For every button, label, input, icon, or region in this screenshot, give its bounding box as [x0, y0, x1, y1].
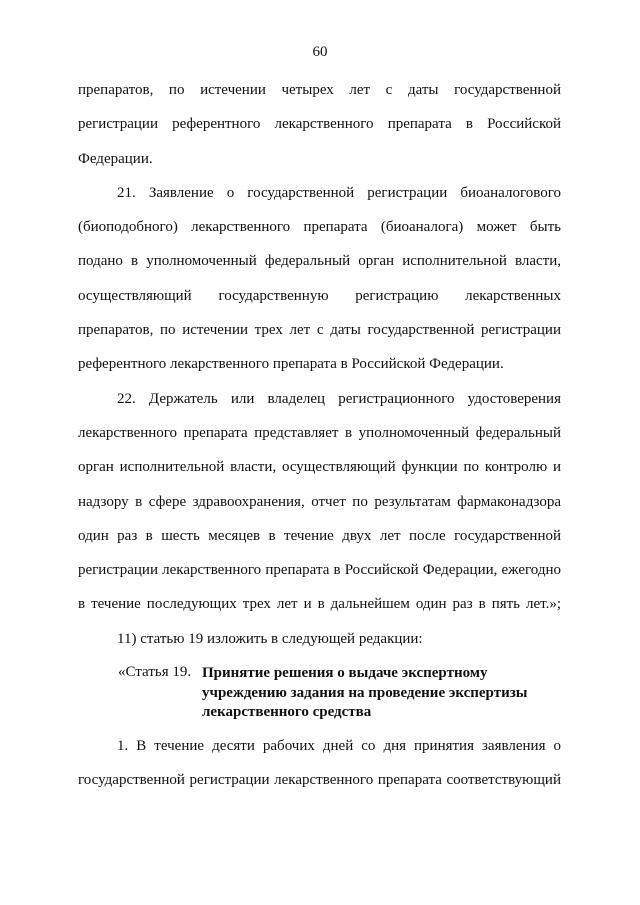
article-label: «Статья 19. [118, 664, 192, 680]
text-line: надзору в сфере здравоохранения, отчет по результатам фармаконадзора [78, 493, 561, 510]
text-line: подано в уполномоченный федеральный орган исполнительной власти, [78, 253, 561, 270]
text-line: 1. В течение десяти рабочих дней со дня принятия заявления о [117, 738, 561, 754]
text-line: препаратов, по истечении трех лет с даты государственной регистрации [78, 322, 561, 339]
text-line: регистрации референтного лекарственного препарата в Российской [78, 116, 561, 133]
text-line: референтного лекарственного препарата в Российской Федерации. [78, 356, 504, 373]
body-text-bottom [78, 735, 561, 804]
body-text-top [78, 79, 561, 662]
article-title-line: Принятие решения о выдаче экспертному [202, 665, 488, 681]
text-line: осуществляющий государственную регистрацию лекарственных [78, 287, 561, 304]
text-line: лекарственного препарата представляет в уполномоченный федеральный [78, 424, 561, 441]
text-line: 21. Заявление о государственной регистрации биоаналогового [117, 184, 561, 201]
text-line: один раз в шесть месяцев в течение двух лет после государственной [78, 527, 561, 544]
text-line: государственной регистрации лекарственного препарата соответствующий [78, 772, 561, 789]
text-line: 22. Держатель или владелец регистрационного удостоверения [117, 390, 561, 407]
text-line: Федерации. [78, 150, 153, 167]
text-line: 11) статью 19 изложить в следующей редакции: [117, 630, 423, 647]
text-line: орган исполнительной власти, осуществляющий функции по контролю и [78, 459, 561, 476]
article-title [202, 664, 527, 723]
text-line: в течение последующих трех лет и в дальнейшем один раз в пять лет.»; [78, 596, 561, 613]
text-line: регистрации лекарственного препарата в Российской Федерации, ежегодно [78, 562, 561, 579]
page-number: 60 [312, 44, 328, 60]
text-line: (биоподобного) лекарственного препарата (биоаналога) может быть [78, 219, 561, 236]
article-title-line: лекарственного средства [202, 704, 372, 720]
text-line: препаратов, по истечении четырех лет с даты государственной [78, 82, 561, 98]
article-title-line: учреждению задания на проведение экспертизы [202, 684, 528, 701]
